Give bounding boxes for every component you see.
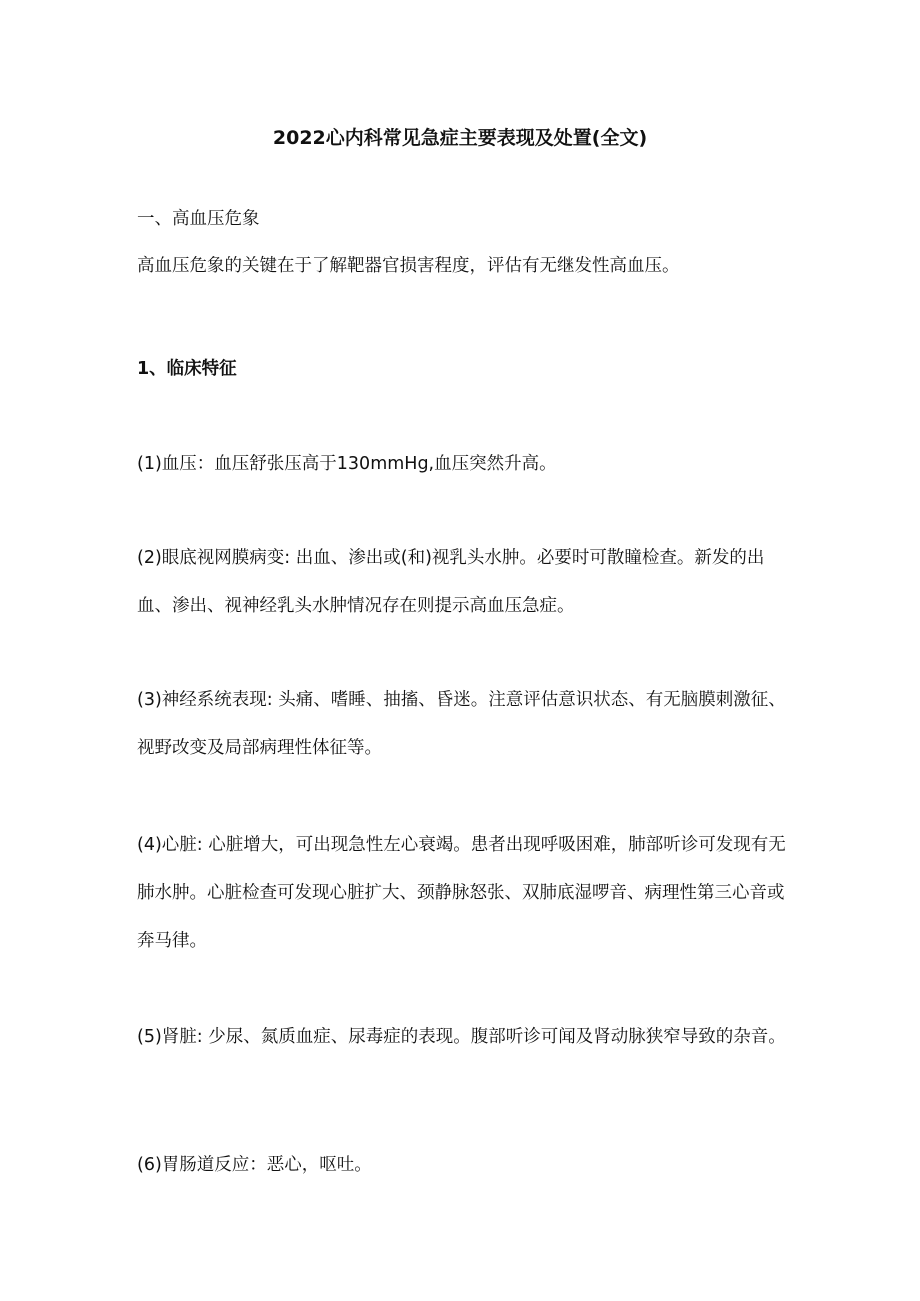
subheading-clinical-features: 1、临床特征 [137, 359, 237, 379]
item-heart: (4)心脏: 心脏增大，可出现急性左心衰竭。患者出现呼吸困难，肺部听诊可发现有无肺水肿。心脏检查可发现心脏扩大、颈静脉怒张、双肺底湿啰音、病理性第三心音或奔马律。 [137, 835, 786, 951]
section-heading: 一、高血压危象 [137, 209, 260, 229]
item-blood-pressure: (1)血压：血压舒张压高于130mmHg,血压突然升高。 [137, 454, 557, 474]
item-fundus-retinopathy: (2)眼底视网膜病变: 出血、渗出或(和)视乳头水肿。必要时可散瞳检查。新发的出血、渗出、视神经乳头水肿情况存在则提示高血压急症。 [137, 548, 765, 616]
item-kidney: (5)肾脏: 少尿、氮质血症、尿毒症的表现。腹部听诊可闻及肾动脉狭窄导致的杂音。 [137, 1027, 786, 1047]
item-gastrointestinal: (6)胃肠道反应：恶心，呕吐。 [137, 1155, 372, 1175]
document-title: 2022心内科常见急症主要表现及处置(全文) [272, 127, 648, 149]
intro-paragraph: 高血压危象的关键在于了解靶器官损害程度，评估有无继发性高血压。 [137, 256, 680, 276]
item-nervous-system: (3)神经系统表现: 头痛、嗜睡、抽搐、昏迷。注意评估意识状态、有无脑膜刺激征、视野改变及局部病理性体征等。 [137, 690, 786, 758]
